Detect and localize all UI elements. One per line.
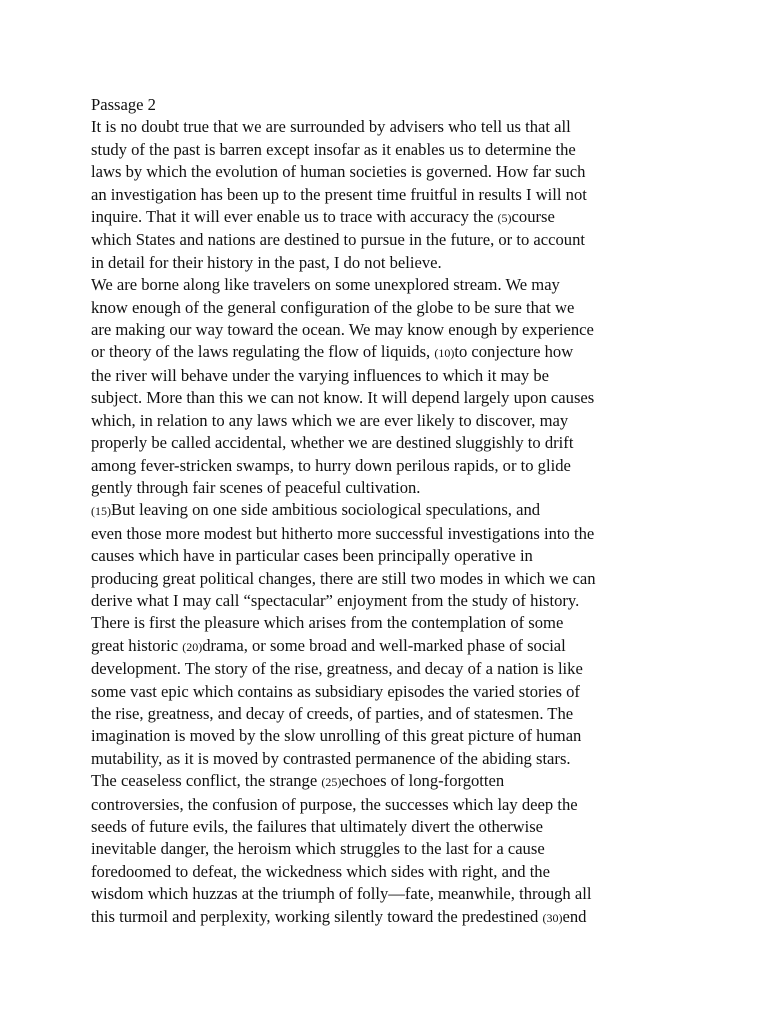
line-number: (10): [434, 346, 455, 361]
line-text-after: to conjecture how: [454, 342, 574, 362]
line-text: causes which have in particular cases been principally operative in: [91, 546, 533, 566]
line-number: (20): [182, 639, 203, 654]
text-line: [91, 116, 681, 138]
text-line: [91, 365, 681, 387]
text-line: [91, 590, 681, 612]
line-text: study of the past is barren except insofar as it enables us to determine the: [91, 139, 576, 159]
line-text: It is no doubt true that we are surrounded by advisers who tell us that all: [91, 117, 571, 137]
line-number: (15): [91, 504, 111, 519]
line-text-after: drama, or some broad and well-marked phase of social: [202, 635, 566, 655]
line-text: subject. More than this we can not know. It will depend largely upon causes: [91, 388, 595, 408]
line-text: foredoomed to defeat, the wickedness which sides with right, and the: [91, 861, 550, 881]
text-line: [91, 883, 681, 905]
line-text: properly be called accidental, whether we are destined sluggishly to drift: [91, 433, 574, 453]
passage-page: [91, 94, 681, 929]
line-text: the river will behave under the varying influences to which it may be: [91, 365, 550, 385]
line-text: are making our way toward the ocean. We may know enough by experience: [91, 320, 594, 340]
text-line: [91, 635, 681, 658]
line-text: wisdom which huzzas at the triumph of folly—fate, meanwhile, through all: [91, 884, 592, 904]
text-line: [91, 319, 681, 341]
line-text-after: But leaving on one side ambitious sociological speculations, and: [111, 500, 541, 520]
text-line: [91, 252, 681, 274]
line-text: this turmoil and perplexity, working silently toward the predestined: [91, 906, 543, 926]
line-text-after: course: [511, 207, 555, 227]
text-line: [91, 297, 681, 319]
text-line: [91, 703, 681, 725]
line-text: laws by which the evolution of human societies is governed. How far such: [91, 162, 586, 182]
line-text: inevitable danger, the heroism which struggles to the last for a cause: [91, 839, 545, 859]
text-line: [91, 861, 681, 883]
text-line: [91, 229, 681, 251]
line-text: some vast epic which contains as subsidiary episodes the varied stories of: [91, 681, 580, 701]
line-text-after: end: [562, 906, 587, 926]
text-line: [91, 612, 681, 634]
line-text: inquire. That it will ever enable us to trace with accuracy the: [91, 207, 498, 227]
line-text: among fever-stricken swamps, to hurry down perilous rapids, or to glide: [91, 455, 571, 475]
text-line: [91, 161, 681, 183]
text-line: [91, 568, 681, 590]
text-line: [91, 184, 681, 206]
line-number: (25): [321, 775, 342, 790]
line-text: gently through fair scenes of peaceful cultivation.: [91, 477, 421, 497]
line-text: There is first the pleasure which arises from the contemplation of some: [91, 613, 564, 633]
line-text: The ceaseless conflict, the strange: [91, 771, 322, 791]
text-line: [91, 906, 681, 929]
line-text: which States and nations are destined to pursue in the future, or to account: [91, 230, 585, 250]
line-text: even those more modest but hitherto more successful investigations into the: [91, 523, 595, 543]
line-text: an investigation has been up to the present time fruitful in results I will not: [91, 184, 587, 204]
text-line: [91, 432, 681, 454]
text-line: [91, 477, 681, 499]
line-text: We are borne along like travelers on some unexplored stream. We may: [91, 275, 560, 295]
line-number: (5): [497, 211, 512, 226]
line-text: controversies, the confusion of purpose, the successes which lay deep the: [91, 794, 578, 814]
line-text: seeds of future evils, the failures that ultimately divert the otherwise: [91, 817, 544, 836]
passage-body: [91, 116, 681, 929]
text-line: [91, 838, 681, 860]
text-line: [91, 455, 681, 477]
line-text-after: echoes of long-forgotten: [341, 771, 505, 791]
text-line: [91, 794, 681, 816]
text-line: [91, 725, 681, 747]
text-line: [91, 499, 681, 522]
text-line: [91, 274, 681, 296]
text-line: [91, 658, 681, 680]
text-line: [91, 770, 681, 793]
text-line: [91, 387, 681, 409]
line-text: or theory of the laws regulating the flow of liquids,: [91, 342, 435, 362]
text-line: [91, 410, 681, 432]
text-line: [91, 139, 681, 161]
line-text: imagination is moved by the slow unrolling of this great picture of human: [91, 726, 582, 746]
line-text: producing great political changes, there are still two modes in which we can: [91, 568, 596, 588]
line-text: derive what I may call “spectacular” enjoyment from the study of history.: [91, 590, 580, 610]
text-line: [91, 206, 681, 229]
line-text: mutability, as it is moved by contrasted permanence of the abiding stars.: [91, 748, 571, 768]
line-number: (30): [542, 910, 563, 925]
line-text: development. The story of the rise, greatness, and decay of a nation is like: [91, 659, 583, 679]
line-text: which, in relation to any laws which we are ever likely to discover, may: [91, 410, 569, 430]
passage-heading: Passage 2: [91, 95, 156, 114]
line-text: in detail for their history in the past, I do not believe.: [91, 252, 442, 272]
text-line: [91, 523, 681, 545]
line-text: great historic: [91, 635, 183, 655]
text-line: [91, 748, 681, 770]
text-line: [91, 816, 681, 838]
line-text: the rise, greatness, and decay of creeds, of parties, and of statesmen. The: [91, 703, 574, 723]
text-line: [91, 341, 681, 364]
text-line: [91, 545, 681, 567]
line-text: know enough of the general configuration of the globe to be sure that we: [91, 297, 575, 317]
text-line: [91, 681, 681, 703]
